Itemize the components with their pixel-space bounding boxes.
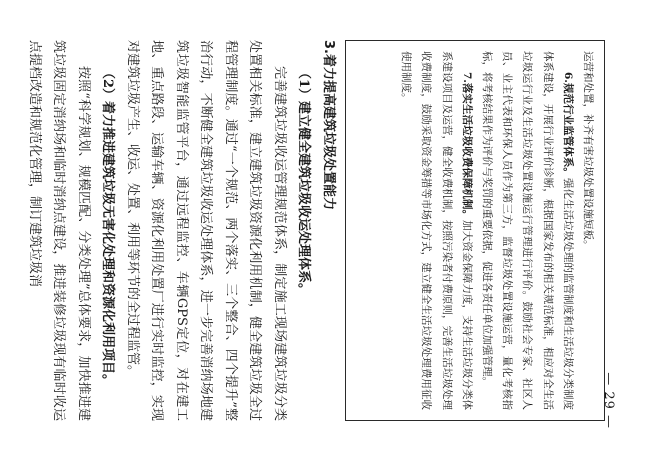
- box-heading-6: 6.规范行业监管体系。: [561, 72, 574, 178]
- main-body: [22, 40, 341, 421]
- box-paragraph-6: [477, 51, 578, 410]
- box-paragraph-7: [396, 51, 477, 410]
- body-paragraph-1: 完善建筑垃圾收运管理规范体系，制定施工现场建筑垃圾分类处置相关标准，建立建筑垃圾资源化利用机制，健全建筑垃圾全过程管理制度。通过“一个规范、两个落实、三个整合、四个提升”整治行动，不断健全建筑垃圾收运处理体系，进一步完善消纳场地建筑垃圾智能监管平台，通过远程监控、车辆GPS定位，对在建工地、重点路段、运输车辆、资源化利用处置厂进行实时监控，实现对建筑垃圾产生、收运、处置、利用等环节的全过程监管。: [125, 40, 287, 421]
- box-paragraph-continuation: 运营和处置，补齐有害垃圾处置设施短板。: [582, 51, 594, 251]
- subsection-heading-2: （2）着力推进建筑垃圾无害化处理和资源化利用项目。: [100, 66, 116, 388]
- subsection-heading-1: （1）建立健全建筑垃圾收运处理体系。: [296, 66, 312, 297]
- body-paragraph-2: 按照“科学规划、规模匹配、分类处理”总体要求，加快推进建筑垃圾固定消纳场和临时消纳点建设，推进装修垃圾现有临时收运点提档改造和规范化管理，制订建筑垃圾消: [27, 40, 91, 421]
- box-text-7: 加大资金保障力度，支持生活垃圾分类体系建设项目及运营，健全收费机制，按照污染者付费原则，完善生活垃圾处理收费制度，鼓励采取资金筹措等市场化方式，建立健全生活垃圾处理费用征收使用制度。: [400, 51, 473, 410]
- boxed-section: [345, 40, 605, 421]
- box-heading-7: 7.落实生活垃圾收费保障机制。: [460, 72, 473, 221]
- page-number: — 29 —: [601, 372, 616, 429]
- box-text-6: 强化生活垃圾处理的监管制度和生活垃圾分类制度体系建设，开展行业评价诊断，根据国家发布的相关规范标准，相应对全生活垃圾运行业及生活垃圾处置设施运行管理进行评价。鼓励社会专家、社区人员、业主代表和环保人员作为第三方，监督垃圾处置设施运营，量化考核指标，将考核结果作为评价与奖罚的重要依据，促进各责任单位加强管理。: [480, 51, 574, 411]
- section-heading: 3.着力提高建筑垃圾处置能力: [321, 40, 336, 210]
